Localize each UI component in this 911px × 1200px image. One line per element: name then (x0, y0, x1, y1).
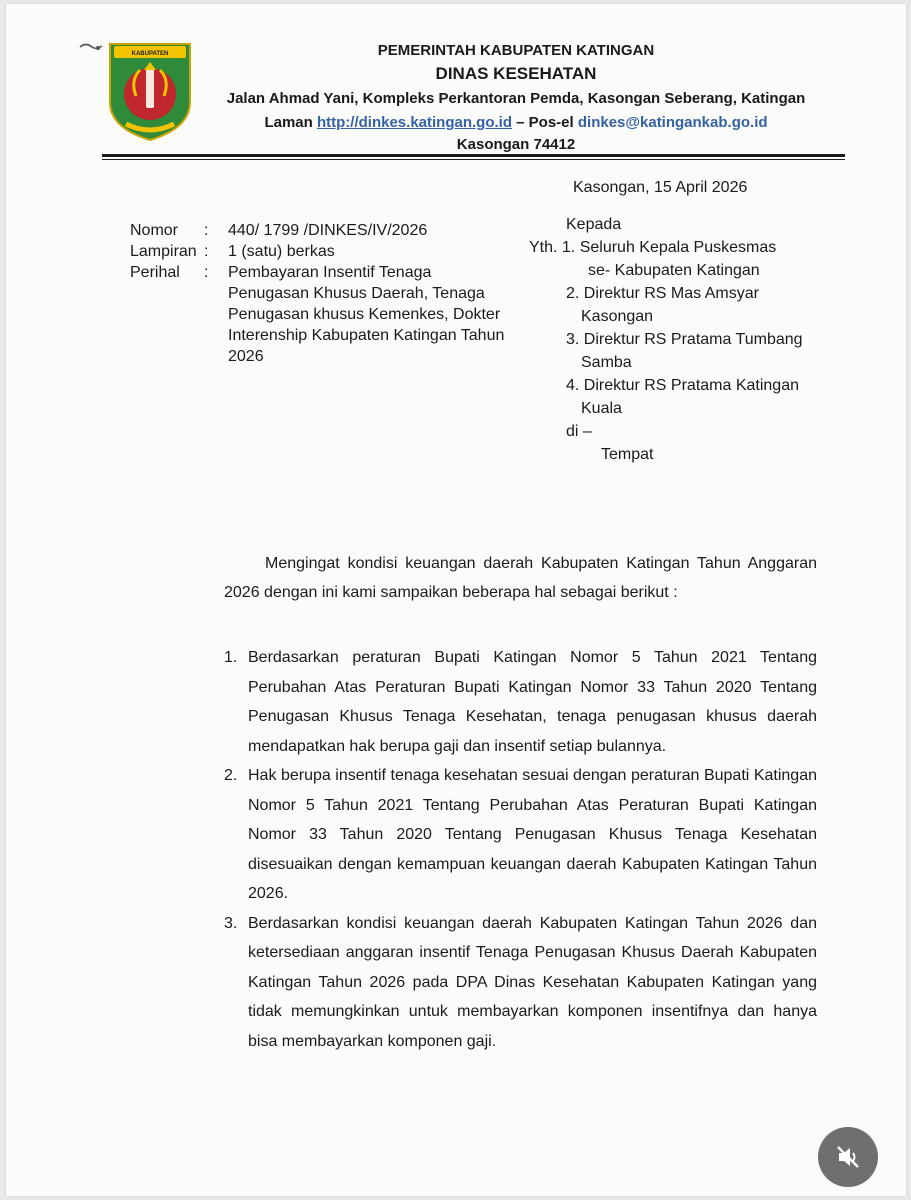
recipient-line: 2. Direktur RS Mas Amsyar (566, 285, 759, 302)
recipient-line: Tempat (601, 446, 654, 463)
list-item (224, 909, 817, 1057)
recipient-line: di – (566, 423, 592, 440)
small-mark-icon (78, 40, 104, 54)
recipient-kepada: Kepada (566, 216, 622, 233)
header-rule-thin (102, 159, 845, 160)
letterhead-agency: DINAS KESEHATAN (435, 64, 597, 83)
intro-block (224, 549, 817, 607)
letterhead (206, 40, 826, 156)
meta-key: Perihal (130, 264, 180, 281)
meta-row-nomor (130, 220, 513, 241)
meta-value: 1 (satu) berkas (228, 243, 335, 260)
letterhead-government: PEMERINTAH KABUPATEN KATINGAN (377, 42, 655, 59)
muted-speaker-icon (833, 1142, 863, 1172)
item-number: 1. (224, 649, 238, 666)
meta-key: Nomor (130, 222, 179, 239)
numbered-list (224, 643, 817, 1056)
meta-key: Lampiran (130, 243, 197, 260)
recipients (529, 213, 803, 466)
recipient-line: 4. Direktur RS Pratama Katingan (566, 377, 799, 394)
item-number: 2. (224, 767, 238, 784)
item-text: Berdasarkan peraturan Bupati Katingan Nomor 5 Tahun 2021 Tentang Perubahan Atas Peraturan Bupati Katingan Nomor 33 Tahun 2020 Tentang Penugasan Khusus Tenaga Kesehatan, tenaga penugasan khusus daerah mendapatkan hak berupa gaji dan insentif setiap bulannya. (248, 649, 817, 755)
recipient-line: se- Kabupaten Katingan (588, 262, 760, 279)
email-label: – Pos-el (516, 114, 574, 131)
letter-meta (130, 220, 513, 367)
web-label: Laman (264, 114, 313, 131)
recipient-line: Kuala (581, 400, 622, 417)
meta-value: Pembayaran Insentif Tenaga Penugasan Khusus Daerah, Tenaga Penugasan khusus Kemenkes, Dokter Interenship Kabupaten Katingan Tahun 2026 (228, 264, 505, 365)
meta-row-perihal (130, 262, 513, 367)
meta-sep: : (204, 264, 209, 281)
recipient-line: Samba (581, 354, 632, 371)
item-text: Hak berupa insentif tenaga kesehatan sesuai dengan peraturan Bupati Katingan Nomor 5 Tahun 2021 Tentang Perubahan Atas Peraturan Bupati Katingan Nomor 33 Tahun 2020 Tentang Penugasan Khusus Tenaga Kesehatan disesuaikan dengan kemampuan keuangan daerah Kabupaten Katingan Tahun 2026. (248, 767, 817, 902)
letter-date: Kasongan, 15 April 2026 (573, 179, 748, 196)
recipient-line: Yth. 1. Seluruh Kepala Puskesmas (529, 239, 777, 256)
letterhead-postal: Kasongan 74412 (456, 136, 576, 153)
website-link[interactable]: http://dinkes.katingan.go.id (316, 114, 512, 131)
recipient-line: 3. Direktur RS Pratama Tumbang (566, 331, 803, 348)
meta-sep: : (204, 243, 209, 260)
meta-row-lampiran (130, 241, 513, 262)
item-number: 3. (224, 914, 238, 932)
mute-button[interactable] (818, 1127, 878, 1187)
recipient-line: Kasongan (581, 308, 654, 325)
email-link[interactable]: dinkes@katingankab.go.id (577, 114, 768, 131)
meta-value: 440/ 1799 /DINKES/IV/2026 (228, 222, 428, 239)
list-item (224, 761, 817, 909)
logo-banner-text: KABUPATEN (131, 51, 169, 57)
letter-page (6, 4, 906, 1196)
katingan-crest-icon (106, 40, 194, 142)
letterhead-contact (206, 111, 826, 134)
header-rule-thick (102, 154, 845, 157)
item-text: Berdasarkan kondisi keuangan daerah Kabupaten Katingan Tahun 2026 dan ketersediaan anggaran insentif Tenaga Penugasan Khusus Daerah Kabupaten Katingan Tahun 2026 pada DPA Dinas Kesehatan Kabupaten Katingan yang tidak memungkinkan untuk membayarkan komponen insentifnya dan hanya bisa membayarkan komponen gaji. (248, 914, 817, 1050)
intro-paragraph: Mengingat kondisi keuangan daerah Kabupaten Katingan Tahun Anggaran 2026 dengan ini kami sampaikan beberapa hal sebagai berikut : (224, 555, 817, 601)
meta-sep: : (204, 222, 209, 239)
list-item (224, 643, 817, 761)
letterhead-address: Jalan Ahmad Yani, Kompleks Perkantoran Pemda, Kasongan Seberang, Katingan (226, 90, 806, 107)
